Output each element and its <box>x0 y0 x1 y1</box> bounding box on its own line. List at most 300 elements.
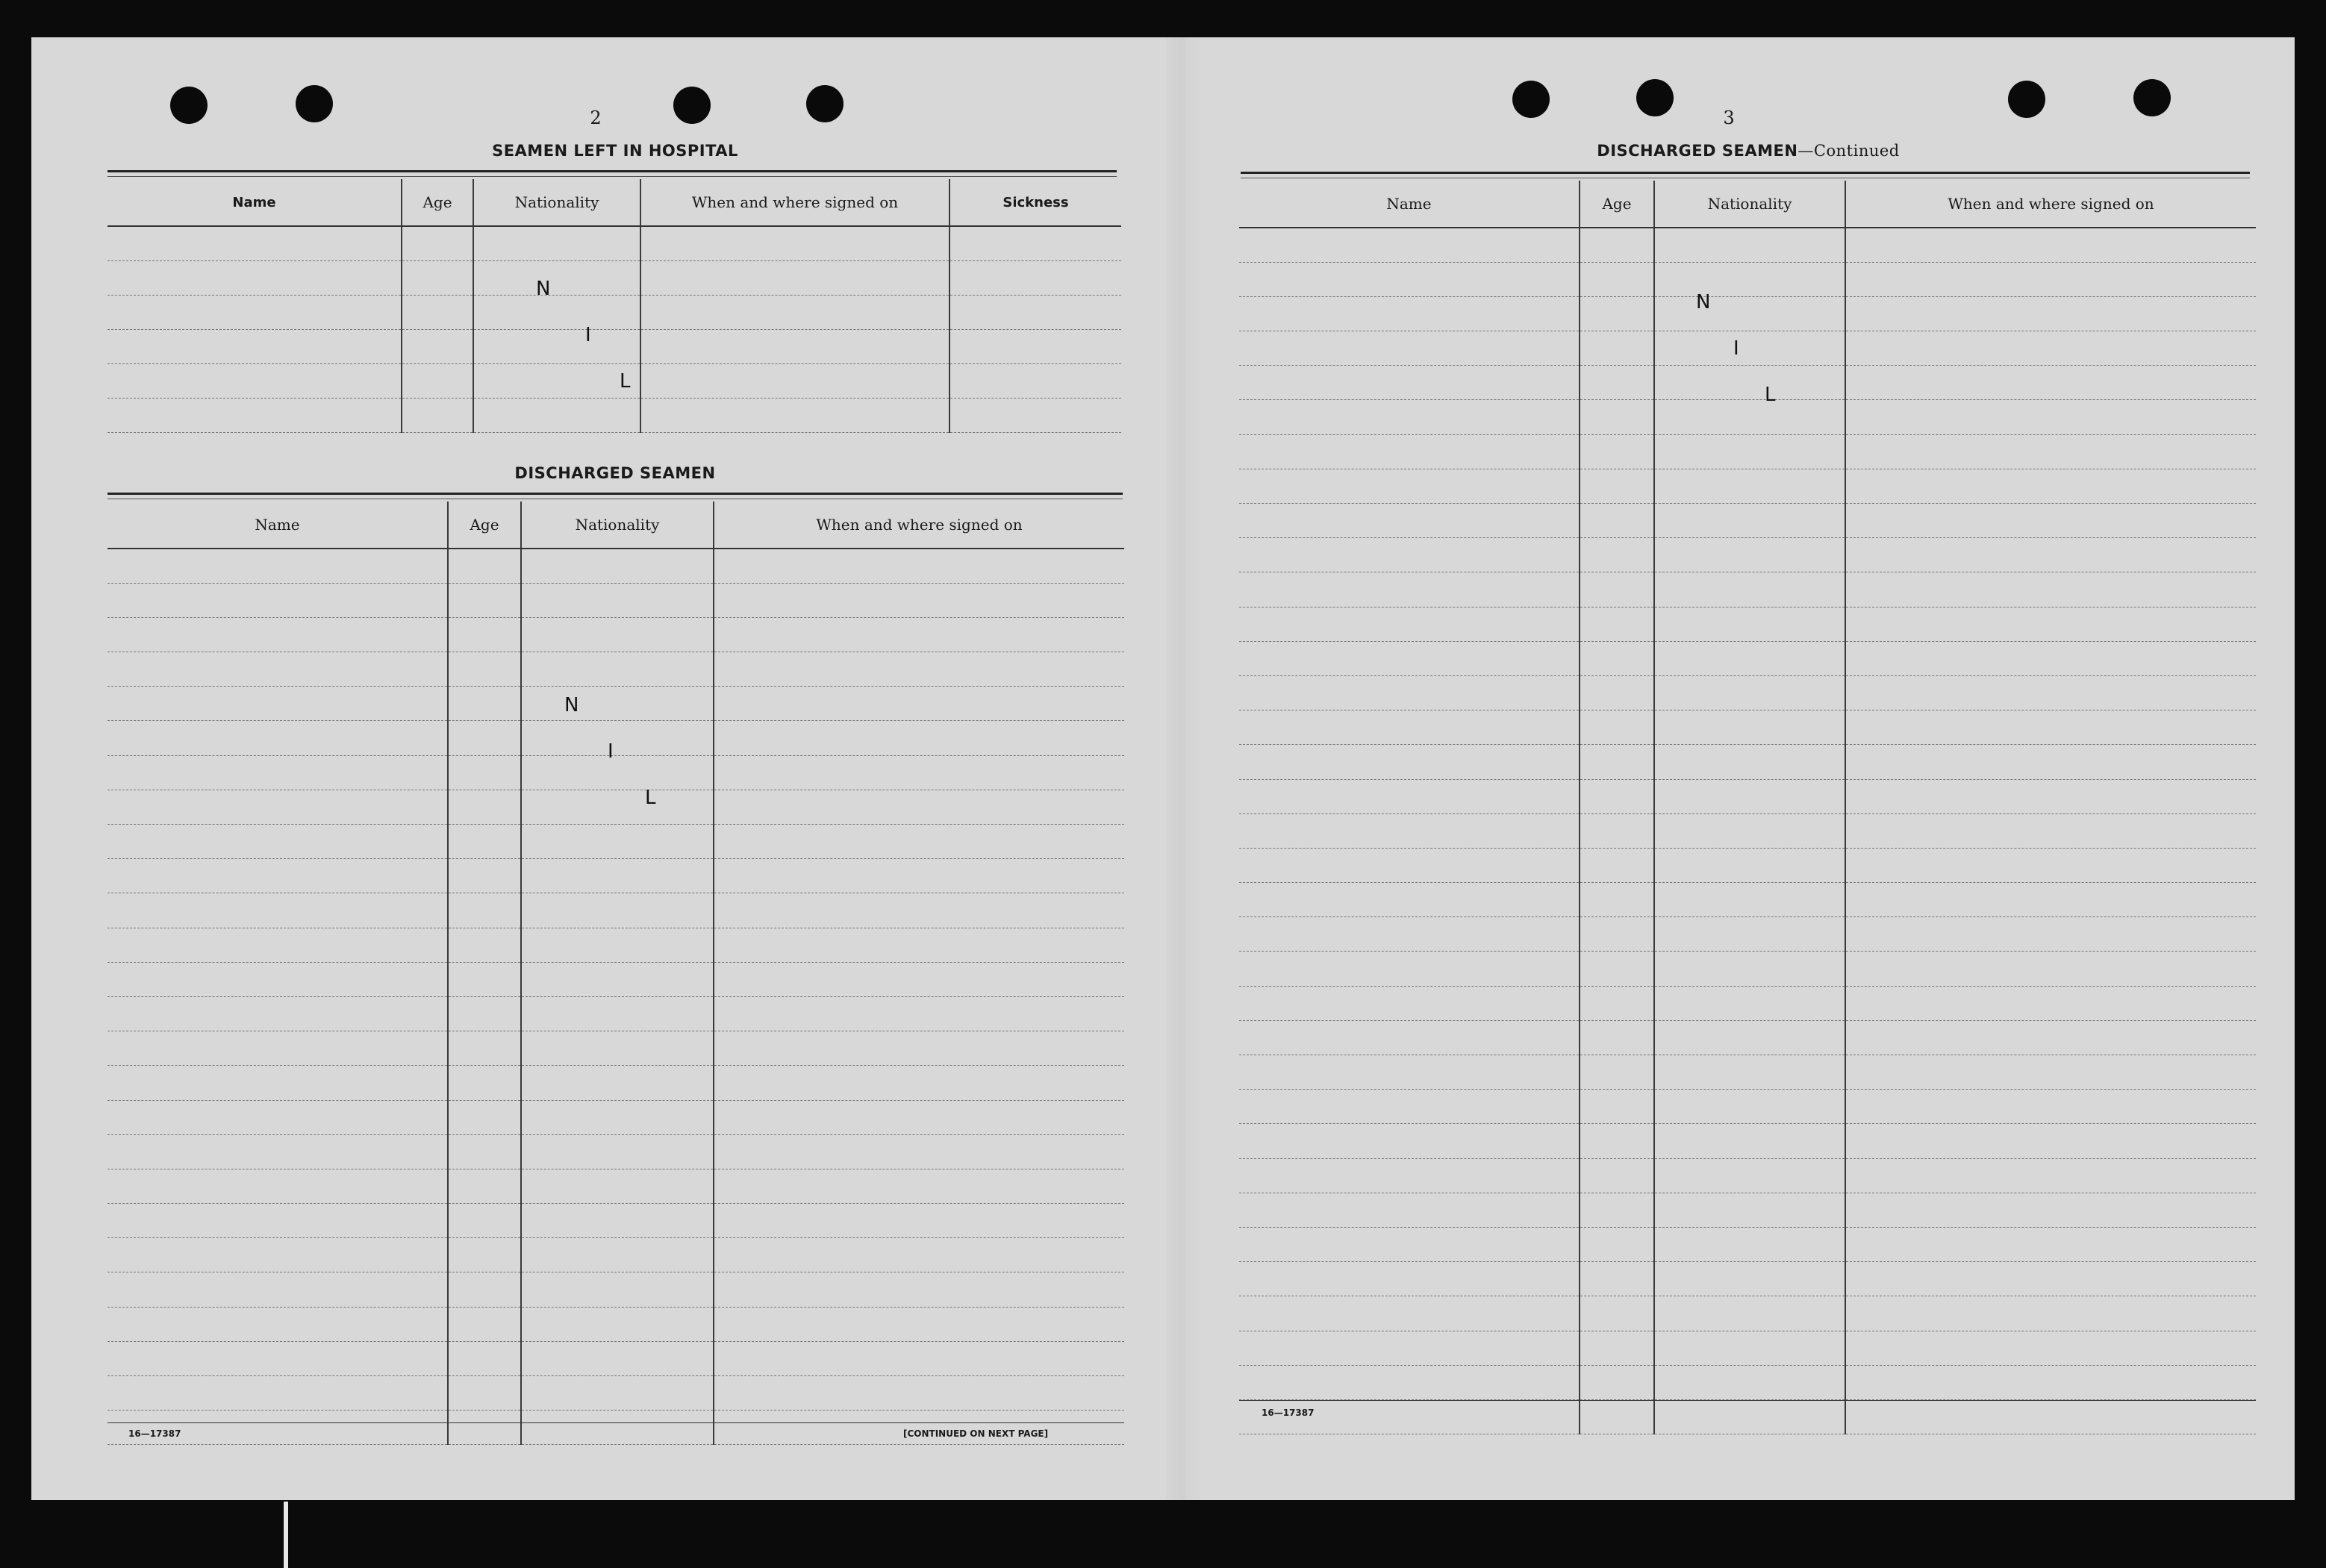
table-cell <box>1580 1399 1654 1434</box>
table-cell <box>1654 1331 1845 1365</box>
table-row <box>107 859 1124 893</box>
table-row <box>107 549 1124 583</box>
table-row <box>107 652 1124 687</box>
table-row <box>1239 1090 2256 1124</box>
table-cell <box>950 295 1121 329</box>
table-cell <box>448 1238 521 1272</box>
table-cell <box>714 617 1124 652</box>
table-row <box>1239 1262 2256 1296</box>
table-cell <box>107 790 448 824</box>
table-cell <box>714 893 1124 928</box>
table-cell <box>640 329 950 363</box>
table-cell <box>1654 400 1845 434</box>
table-cell <box>1845 1365 2256 1399</box>
table-cell <box>1580 469 1654 503</box>
table-cell <box>402 398 473 432</box>
table-cell <box>1845 952 2256 986</box>
table-cell <box>107 859 448 893</box>
table-cell <box>1845 228 2256 262</box>
table-cell <box>714 1169 1124 1203</box>
table-cell <box>1845 1055 2256 1090</box>
table-cell <box>714 996 1124 1031</box>
table-row <box>107 617 1124 652</box>
table-cell <box>448 687 521 721</box>
table-cell <box>1239 607 1580 641</box>
table-row <box>107 1238 1124 1272</box>
table-cell <box>1580 1090 1654 1124</box>
table-row <box>107 1204 1124 1238</box>
table-cell <box>448 1307 521 1341</box>
table-cell <box>714 790 1124 824</box>
table-cell <box>1845 262 2256 296</box>
table-cell <box>1654 952 1845 986</box>
table-row <box>1239 607 2256 641</box>
table-cell <box>1580 1020 1654 1055</box>
table-cell <box>107 1204 448 1238</box>
table-cell <box>950 226 1121 260</box>
table-cell <box>1580 607 1654 641</box>
table-cell <box>1239 1158 1580 1193</box>
table-row <box>1239 296 2256 331</box>
table-cell <box>1239 366 1580 400</box>
table-cell <box>107 1238 448 1272</box>
table-cell <box>107 928 448 962</box>
column-header-nationality: Nationality <box>1654 181 1845 228</box>
table-row <box>107 1100 1124 1134</box>
table-cell <box>1239 469 1580 503</box>
column-header-age: Age <box>448 502 521 549</box>
table-row <box>1239 641 2256 675</box>
table-cell <box>1580 675 1654 710</box>
document-sheet <box>31 37 2295 1500</box>
left-page-number: 2 <box>590 107 602 128</box>
table-cell <box>1654 572 1845 607</box>
table-row <box>107 825 1124 859</box>
table-row <box>107 687 1124 721</box>
table-cell <box>1239 228 1580 262</box>
table-cell <box>1845 1262 2256 1296</box>
table-row <box>107 1066 1124 1100</box>
table-cell <box>1239 1227 1580 1261</box>
title-continued: —Continued <box>1797 142 1900 160</box>
table-cell <box>1580 572 1654 607</box>
table-cell <box>1239 1055 1580 1090</box>
table-cell <box>473 398 640 432</box>
table-cell <box>950 260 1121 295</box>
table-row <box>107 583 1124 617</box>
table-cell <box>1845 1158 2256 1193</box>
table-cell <box>521 1169 714 1203</box>
table-cell <box>448 1204 521 1238</box>
table-cell <box>1239 1020 1580 1055</box>
column-header-name: Name <box>1239 181 1580 228</box>
table-row <box>107 962 1124 996</box>
table-cell <box>714 1031 1124 1066</box>
table-cell <box>1239 986 1580 1020</box>
table-cell <box>1654 710 1845 745</box>
table-cell <box>714 721 1124 755</box>
table-cell <box>1239 1296 1580 1331</box>
center-fold <box>1166 37 1203 1500</box>
table-cell <box>521 549 714 583</box>
table-cell <box>1845 710 2256 745</box>
table-row <box>107 928 1124 962</box>
table-cell <box>1580 366 1654 400</box>
table-cell <box>714 1134 1124 1169</box>
title-rule <box>107 170 1117 172</box>
table-cell <box>1654 1227 1845 1261</box>
table-cell <box>1580 813 1654 848</box>
table-row <box>107 1376 1124 1411</box>
table-cell <box>521 1134 714 1169</box>
table-cell <box>1845 607 2256 641</box>
table-cell <box>402 363 473 398</box>
table-cell <box>448 1100 521 1134</box>
table-cell <box>1580 296 1654 331</box>
nil-letter: I <box>608 740 614 763</box>
table-cell <box>1845 813 2256 848</box>
table-cell <box>1239 710 1580 745</box>
table-cell <box>521 825 714 859</box>
table-cell <box>1845 400 2256 434</box>
table-cell <box>1580 883 1654 917</box>
table-row <box>1239 1365 2256 1399</box>
table-cell <box>107 1272 448 1307</box>
table-cell <box>107 687 448 721</box>
table-cell <box>448 1411 521 1445</box>
table-cell <box>1845 986 2256 1020</box>
table-cell <box>521 928 714 962</box>
table-cell <box>521 687 714 721</box>
table-row <box>1239 1399 2256 1434</box>
table-cell <box>1845 1227 2256 1261</box>
table-row <box>1239 1193 2256 1227</box>
discharged-continued-title <box>1241 142 2256 160</box>
table-cell <box>1580 1158 1654 1193</box>
table-cell <box>1239 813 1580 848</box>
table-row <box>107 755 1124 790</box>
table-cell <box>1654 745 1845 779</box>
table-cell <box>448 1134 521 1169</box>
table-cell <box>714 755 1124 790</box>
hospital-table <box>107 179 1121 433</box>
discharged-section-title: DISCHARGED SEAMEN <box>514 464 716 482</box>
table-cell <box>1654 607 1845 641</box>
table-cell <box>448 1341 521 1375</box>
table-cell <box>1654 296 1845 331</box>
table-cell <box>1654 1055 1845 1090</box>
table-cell <box>107 329 402 363</box>
table-cell <box>448 549 521 583</box>
table-cell <box>1580 228 1654 262</box>
punch-hole <box>673 87 711 124</box>
table-cell <box>1654 1365 1845 1399</box>
table-cell <box>107 1376 448 1411</box>
table-cell <box>640 260 950 295</box>
table-cell <box>950 329 1121 363</box>
table-cell <box>448 652 521 687</box>
table-cell <box>521 1376 714 1411</box>
punch-hole <box>170 87 208 124</box>
table-row <box>107 1341 1124 1375</box>
table-cell <box>1580 1193 1654 1227</box>
table-cell <box>714 1272 1124 1307</box>
table-cell <box>950 363 1121 398</box>
table-cell <box>448 1031 521 1066</box>
table-cell <box>1580 1227 1654 1261</box>
table-cell <box>1239 434 1580 469</box>
table-row <box>1239 1227 2256 1261</box>
column-header-age: Age <box>402 179 473 226</box>
table-row <box>1239 779 2256 813</box>
table-row <box>107 1134 1124 1169</box>
table-cell <box>448 893 521 928</box>
table-cell <box>714 1204 1124 1238</box>
table-cell <box>107 893 448 928</box>
table-row <box>1239 469 2256 503</box>
table-cell <box>402 260 473 295</box>
table-cell <box>1239 952 1580 986</box>
nil-letter: N <box>564 694 579 716</box>
continued-note: [CONTINUED ON NEXT PAGE] <box>903 1428 1049 1439</box>
table-cell <box>448 790 521 824</box>
table-cell <box>1239 1193 1580 1227</box>
table-cell <box>1845 1020 2256 1055</box>
table-cell <box>1654 538 1845 572</box>
table-cell <box>1239 504 1580 538</box>
table-cell <box>473 260 640 295</box>
table-cell <box>1239 883 1580 917</box>
table-cell <box>1239 331 1580 366</box>
table-cell <box>1580 1331 1654 1365</box>
table-cell <box>1845 1331 2256 1365</box>
table-cell <box>1580 745 1654 779</box>
discharged-table-right <box>1239 181 2256 1434</box>
table-cell <box>1239 262 1580 296</box>
table-cell <box>714 928 1124 962</box>
form-number: 16—17387 <box>128 1428 181 1439</box>
table-row <box>1239 883 2256 917</box>
right-page-number: 3 <box>1723 107 1735 128</box>
table-cell <box>107 825 448 859</box>
table-cell <box>107 1031 448 1066</box>
table-cell <box>1654 1020 1845 1055</box>
table-cell <box>1845 504 2256 538</box>
table-cell <box>448 1066 521 1100</box>
title-rule <box>107 176 1117 177</box>
bottom-rule <box>107 1422 1124 1423</box>
table-cell <box>448 583 521 617</box>
table-cell <box>1239 1262 1580 1296</box>
table-row <box>1239 813 2256 848</box>
table-cell <box>1845 675 2256 710</box>
table-cell <box>714 1238 1124 1272</box>
table-cell <box>1580 848 1654 882</box>
table-cell <box>1654 883 1845 917</box>
table-cell <box>714 549 1124 583</box>
table-cell <box>107 1169 448 1203</box>
table-row <box>107 790 1124 824</box>
table-cell <box>521 617 714 652</box>
table-cell <box>107 1134 448 1169</box>
table-row <box>107 1411 1124 1445</box>
table-cell <box>1580 400 1654 434</box>
table-cell <box>107 1341 448 1375</box>
table-cell <box>714 1376 1124 1411</box>
table-row <box>1239 917 2256 952</box>
table-cell <box>521 1238 714 1272</box>
table-cell <box>1845 434 2256 469</box>
table-cell <box>1654 1262 1845 1296</box>
table-cell <box>1580 538 1654 572</box>
table-row <box>1239 1296 2256 1331</box>
table-cell <box>448 996 521 1031</box>
table-cell <box>1580 641 1654 675</box>
table-cell <box>107 363 402 398</box>
column-header-age: Age <box>1580 181 1654 228</box>
table-cell <box>473 295 640 329</box>
table-cell <box>107 260 402 295</box>
table-cell <box>473 329 640 363</box>
table-cell <box>1580 434 1654 469</box>
nil-letter: L <box>645 787 656 809</box>
punch-hole <box>1636 79 1674 116</box>
table-row <box>1239 745 2256 779</box>
table-cell <box>473 226 640 260</box>
table-cell <box>521 1307 714 1341</box>
table-row <box>1239 572 2256 607</box>
table-cell <box>1654 1399 1845 1434</box>
table-cell <box>1654 331 1845 366</box>
table-cell <box>521 859 714 893</box>
table-cell <box>1239 1124 1580 1158</box>
table-cell <box>640 398 950 432</box>
table-cell <box>448 928 521 962</box>
table-cell <box>1845 1090 2256 1124</box>
bottom-rule <box>1239 1400 2256 1401</box>
table-cell <box>521 1272 714 1307</box>
table-cell <box>521 1411 714 1445</box>
table-row <box>107 1272 1124 1307</box>
table-cell <box>1654 779 1845 813</box>
table-cell <box>1845 1193 2256 1227</box>
table-cell <box>1845 745 2256 779</box>
table-cell <box>1580 952 1654 986</box>
table-cell <box>1845 572 2256 607</box>
punch-hole <box>296 85 333 122</box>
nil-letter: L <box>1765 384 1776 406</box>
table-cell <box>521 652 714 687</box>
table-cell <box>521 1066 714 1100</box>
table-cell <box>1845 1399 2256 1434</box>
table-cell <box>1580 1262 1654 1296</box>
table-cell <box>714 583 1124 617</box>
table-cell <box>1239 675 1580 710</box>
table-cell <box>1845 538 2256 572</box>
table-row <box>1239 952 2256 986</box>
table-cell <box>1239 572 1580 607</box>
binding-strip <box>284 1502 288 1568</box>
table-cell <box>1239 296 1580 331</box>
table-cell <box>107 1411 448 1445</box>
table-cell <box>448 825 521 859</box>
table-row <box>1239 262 2256 296</box>
table-cell <box>1654 986 1845 1020</box>
table-cell <box>950 398 1121 432</box>
table-cell <box>1845 366 2256 400</box>
table-cell <box>1580 779 1654 813</box>
table-cell <box>1580 986 1654 1020</box>
table-row <box>1239 1055 2256 1090</box>
table-row <box>1239 1124 2256 1158</box>
table-cell <box>448 962 521 996</box>
table-cell <box>1580 1296 1654 1331</box>
table-cell <box>1845 848 2256 882</box>
table-row <box>1239 986 2256 1020</box>
table-cell <box>1654 504 1845 538</box>
table-cell <box>1239 641 1580 675</box>
table-cell <box>107 721 448 755</box>
table-cell <box>1239 1331 1580 1365</box>
table-cell <box>473 363 640 398</box>
punch-hole <box>806 85 844 122</box>
table-cell <box>1239 917 1580 952</box>
table-row <box>1239 675 2256 710</box>
table-cell <box>714 825 1124 859</box>
table-cell <box>714 1411 1124 1445</box>
table-row <box>1239 228 2256 262</box>
table-row <box>107 996 1124 1031</box>
table-cell <box>1654 262 1845 296</box>
table-row <box>1239 434 2256 469</box>
title-rule <box>107 493 1123 495</box>
table-cell <box>1654 1296 1845 1331</box>
table-row <box>1239 1020 2256 1055</box>
table-row <box>1239 710 2256 745</box>
table-cell <box>107 226 402 260</box>
table-cell <box>402 226 473 260</box>
table-cell <box>714 1341 1124 1375</box>
table-cell <box>1239 538 1580 572</box>
table-cell <box>521 583 714 617</box>
table-cell <box>1654 434 1845 469</box>
table-cell <box>1654 1090 1845 1124</box>
table-cell <box>714 1100 1124 1134</box>
table-cell <box>1654 917 1845 952</box>
table-cell <box>1654 1124 1845 1158</box>
table-cell <box>1654 813 1845 848</box>
table-cell <box>640 226 950 260</box>
table-cell <box>1654 366 1845 400</box>
column-header-nationality: Nationality <box>521 502 714 549</box>
table-cell <box>1654 848 1845 882</box>
column-header-sickness: Sickness <box>950 179 1121 226</box>
table-cell <box>1239 1090 1580 1124</box>
table-cell <box>1239 779 1580 813</box>
table-cell <box>1654 228 1845 262</box>
discharged-table-left <box>107 502 1124 1445</box>
table-cell <box>402 329 473 363</box>
table-cell <box>1580 262 1654 296</box>
form-number: 16—17387 <box>1262 1408 1315 1418</box>
table-cell <box>714 962 1124 996</box>
table-cell <box>1654 1158 1845 1193</box>
column-header-name: Name <box>107 502 448 549</box>
title-main: DISCHARGED SEAMEN <box>1597 142 1798 160</box>
table-row <box>107 721 1124 755</box>
title-rule <box>1241 172 2250 174</box>
column-header-signed-on: When and where signed on <box>640 179 950 226</box>
